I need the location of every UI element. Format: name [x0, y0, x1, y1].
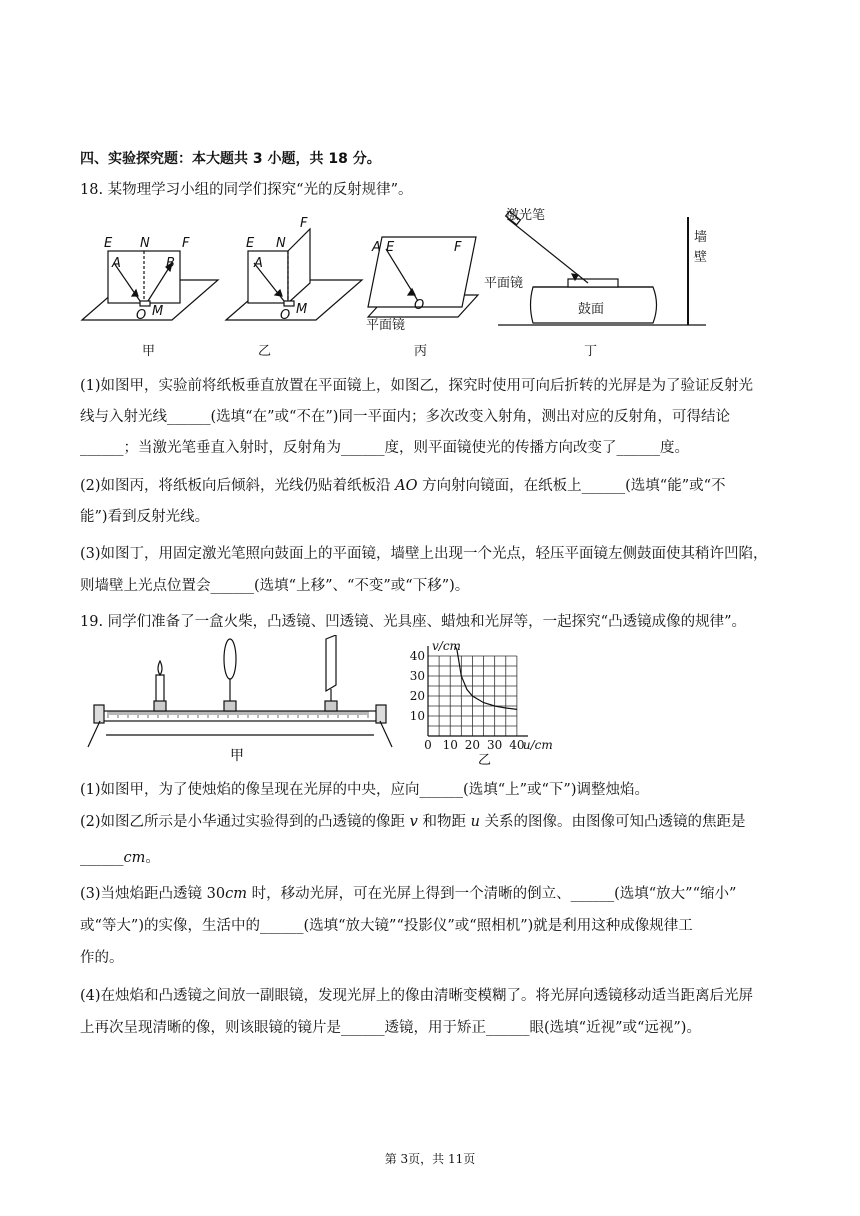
q19-p1: (1)如图甲，为了使烛焰的像呈现在光屏的中央，应向______(选填“上”或“下”)调整烛焰。 [80, 782, 650, 798]
y-axis-label: v/cm [432, 640, 461, 653]
q19-p2-l1 [80, 810, 746, 831]
x-tick-label: 0 [424, 738, 432, 752]
q19-p2-c: 关系的图像。由图像可知凸透镜的焦距是 [479, 814, 746, 830]
q18-p2-var: AO [395, 478, 418, 494]
label-N-jia: N [140, 236, 150, 251]
uv-curve [455, 646, 517, 709]
caption-yi: 乙 [258, 344, 272, 359]
q19-p3-l3: 作的。 [80, 950, 124, 966]
y-tick-label: 30 [409, 669, 425, 683]
label-F-yi: F [300, 216, 308, 231]
label-A-yi: A [254, 256, 263, 271]
q19-p2-v: v [409, 814, 418, 830]
y-tick-label: 40 [409, 649, 425, 663]
x-tick-label: 20 [464, 738, 481, 752]
caption-bing: 丙 [414, 344, 428, 359]
label-E-jia: E [104, 236, 113, 251]
q18-p3-l2: 则墙壁上光点位置会______(选填“上移”、“不变”或“下移”)。 [80, 578, 470, 594]
q19-p2-b: 和物距 [417, 814, 471, 830]
x-axis-label: u/cm [522, 738, 553, 752]
label-O-yi: O [280, 308, 291, 323]
q18-p2-l1 [80, 474, 726, 495]
q19-stem: 19. 同学们准备了一盒火柴，凸透镜、凹透镜、光具座、蜡烛和光屏等，一起探究“凸透镜成像的规律”。 [80, 614, 746, 630]
label-drum: 鼓面 [578, 302, 605, 317]
x-tick-label: 10 [442, 738, 458, 752]
bench-caption-jia: 甲 [230, 748, 244, 764]
label-A-jia: A [112, 256, 121, 271]
q19-p2-unit: cm [123, 850, 146, 866]
label-O-jia: O [136, 308, 147, 323]
label-mirror-ding: 平面镜 [484, 276, 524, 291]
y-tick-label: 10 [409, 709, 425, 723]
q18-figures [78, 205, 718, 365]
label-mirror-bing: 平面镜 [366, 318, 406, 333]
q19-p2-end: 。 [145, 850, 160, 866]
q19-p4-l2: 上再次呈现清晰的像，则该眼镜的镜片是______透镜，用于矫正______眼(选填“近视”或“远视”)。 [80, 1020, 701, 1036]
q19-p3-b: 时，移动光屏，可在光屏上得到一个清晰的倒立、______(选填“放大”“缩小” [246, 886, 737, 902]
q19-p3-l2: 或“等大”)的实像，生活中的______(选填“放大镜”“投影仪”或“照相机”)就是利用这种成像规律工 [80, 918, 693, 934]
label-B-jia: B [166, 256, 175, 271]
x-tick-label: 40 [509, 738, 525, 752]
graph-axes [428, 646, 528, 736]
label-wall-2: 壁 [694, 250, 708, 265]
q19-p2-l2 [80, 846, 160, 867]
q18-p1-l2: 线与入射光线______(选填“在”或“不在”)同一平面内；多次改变入射角，测出对应的反射角，可得结论 [80, 409, 730, 425]
figure-jia [82, 251, 218, 320]
label-F-bing: F [454, 240, 462, 255]
label-M-yi: M [296, 302, 308, 317]
label-laser: 激光笔 [506, 208, 546, 223]
label-N-yi: N [276, 236, 286, 251]
label-A-bing: A [372, 240, 381, 255]
caption-ding: 丁 [584, 344, 598, 359]
q19-p2-a: (2)如图乙所示是小华通过实验得到的凸透镜的像距 [80, 814, 410, 830]
label-F-jia: F [182, 236, 190, 251]
q19-p2-u: u [470, 814, 480, 830]
uv-graph [404, 640, 564, 768]
graph-caption-yi: 乙 [478, 753, 492, 768]
label-wall-1: 墙 [694, 230, 708, 245]
q19-p3-l1 [80, 882, 736, 903]
q18-stem: 18. 某物理学习小组的同学们探究“光的反射规律”。 [80, 182, 413, 198]
label-M-jia: M [152, 304, 164, 319]
optical-bench-figure [78, 635, 398, 765]
q19-p2-blank: ______ [80, 850, 124, 866]
x-tick-label: 30 [487, 738, 503, 752]
y-tick-label: 20 [409, 689, 425, 703]
q18-p1-l3: ______；当激光笔垂直入射时，反射角为______度，则平面镜使光的传播方向改变了______度。 [80, 440, 689, 456]
q19-p4-l1: (4)在烛焰和凸透镜之间放一副眼镜，发现光屏上的像由清晰变模糊了。将光屏向透镜移动适当距离后光屏 [80, 988, 754, 1004]
label-E-bing: E [386, 240, 395, 255]
q18-p2-text-a: (2)如图丙，将纸板向后倾斜，光线仍贴着纸板沿 [80, 478, 396, 494]
q19-p3-unit: cm [225, 886, 247, 902]
q18-p2-l2: 能”)看到反射光线。 [80, 509, 210, 525]
label-E-yi: E [246, 236, 255, 251]
label-O-bing: O [414, 298, 425, 313]
section-header: 四、实验探究题：本大题共 3 小题，共 18 分。 [80, 151, 381, 167]
q18-p3-l1: (3)如图丁，用固定激光笔照向鼓面上的平面镜，墙壁上出现一个光点，轻压平面镜左侧鼓面使其稍许凹陷， [80, 546, 768, 562]
caption-jia: 甲 [142, 344, 156, 359]
q18-p1-l1: (1)如图甲，实验前将纸板垂直放置在平面镜上，如图乙，探究时使用可向后折转的光屏是为了验证反射光 [80, 378, 754, 394]
q19-p3-a: (3)当烛焰距凸透镜 30 [80, 886, 226, 902]
page-footer: 第 3页，共 11页 [384, 1152, 476, 1166]
q18-p2-text-b: 方向射向镜面，在纸板上______(选填“能”或“不 [417, 478, 726, 494]
